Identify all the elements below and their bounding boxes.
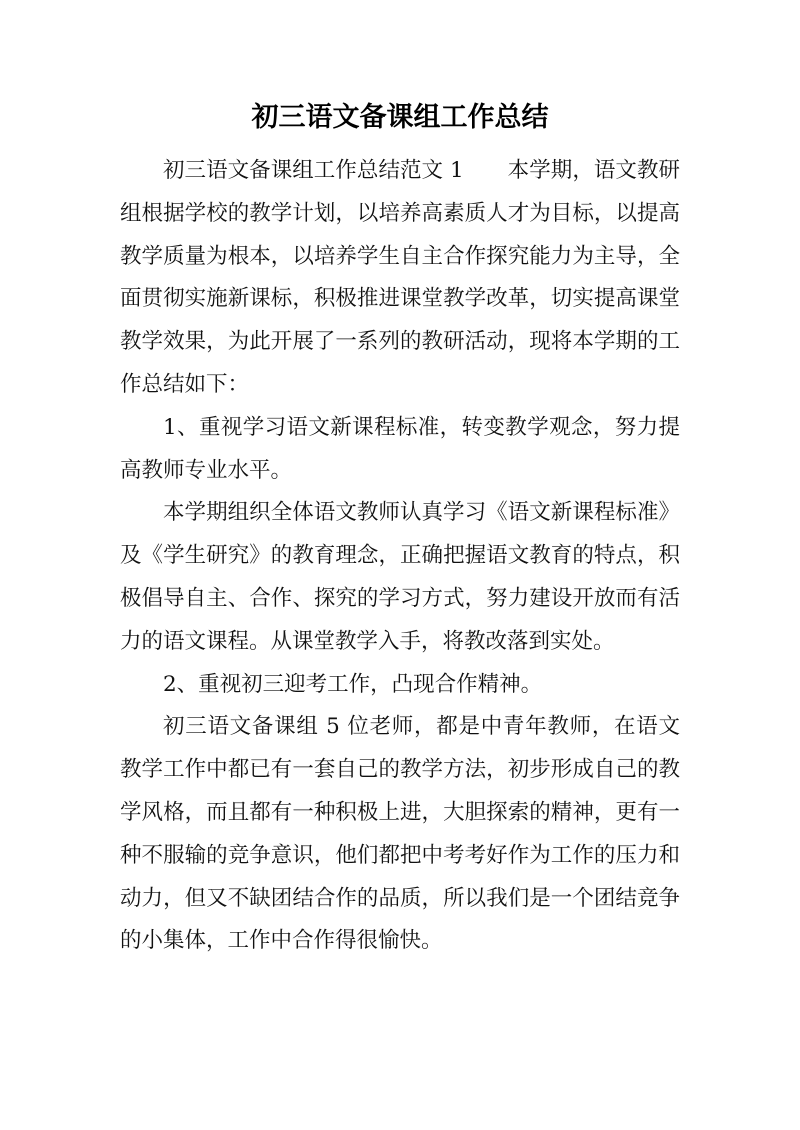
- body-paragraph-2: 初三语文备课组 5 位老师，都是中青年教师，在语文教学工作中都已有一套自己的教学方法，初步形成自己的教学风格，而且都有一种积极上进，大胆探索的精神，更有一种不服输的竞争意识，他们都把中考考好作为工作的压力和动力，但又不缺团结合作的品质，所以我们是一个团结竞争的小集体，工作中合作得很愉快。: [120, 714, 680, 954]
- body-paragraph-1: 本学期组织全体语文教师认真学习《语文新课程标准》及《学生研究》的教育理念，正确把握语文教育的特点，积极倡导自主、合作、探究的学习方式，努力建设开放而有活力的语文课程。从课堂教学入手，将教改落到实处。: [120, 500, 680, 654]
- intro-paragraph: [120, 150, 680, 407]
- section-heading-1: 1、重视学习语文新课程标准，转变教学观念，努力提高教师专业水平。: [120, 414, 680, 483]
- document-title: 初三语文备课组工作总结: [251, 102, 549, 133]
- intro-text: 本学期，语文教研组根据学校的教学计划，以培养高素质人才为目标，以提高教学质量为根本，以培养学生自主合作探究能力为主导，全面贯彻实施新课标，积极推进课堂教学改革，切实提高课堂教学效果，为此开展了一系列的教研活动，现将本学期的工作总结如下：: [120, 158, 680, 397]
- section-heading-2: 2、重视初三迎考工作，凸现合作精神。: [163, 671, 543, 697]
- intro-heading: 初三语文备课组工作总结范文 1: [163, 158, 464, 183]
- document-body: [120, 150, 680, 963]
